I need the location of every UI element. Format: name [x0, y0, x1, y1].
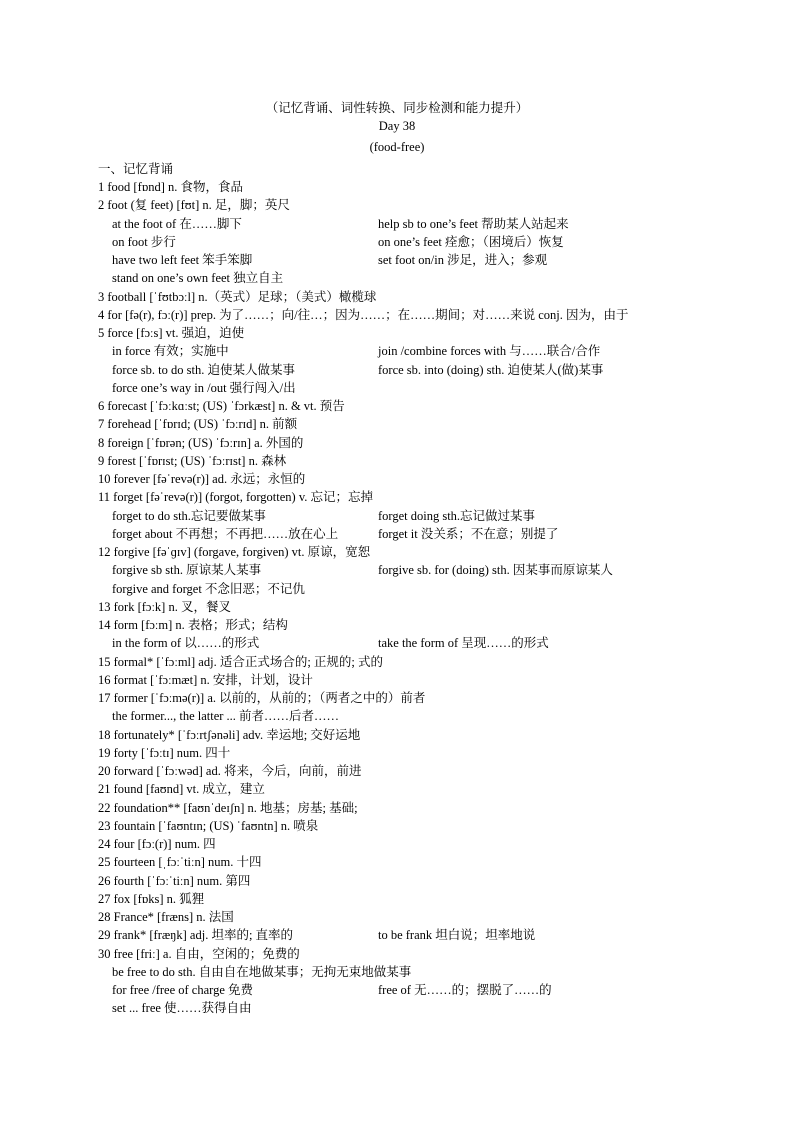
vocabulary-phrase-row [98, 269, 738, 287]
vocabulary-entry [98, 908, 738, 926]
section-title: 一、记忆背诵 [98, 162, 174, 176]
entry-text: 4 for [fə(r), fɔː(r)] prep. 为了……；向/往…；因为……；在……期间；对……来说 conj. 因为，由于 [98, 307, 629, 322]
entry-text: 12 forgive [fəˈɡɪv] (forgave, forgiven) vt. 原谅，宽恕 [98, 545, 371, 559]
vocabulary-phrase-row [98, 251, 738, 269]
vocabulary-entry [98, 926, 738, 944]
vocabulary-entry [98, 543, 738, 561]
vocabulary-entry [98, 653, 738, 671]
vocabulary-entry [98, 324, 738, 342]
entry-text: 23 fountain [ˈfaʊntɪn; (US) ˈfaʊntn] n. 喷泉 [98, 818, 319, 833]
vocabulary-entry [98, 452, 738, 470]
entry-text: in the form of 以……的形式 [112, 636, 260, 651]
entry-text: forget to do sth.忘记要做某事 [112, 508, 266, 523]
vocabulary-entry [98, 616, 738, 634]
entry-text: force one’s way in /out 强行闯入/出 [112, 380, 296, 395]
entry-text-right: free of 无……的；摆脱了……的 [378, 983, 552, 997]
entry-text: forget about 不再想；不再把……放在心上 [112, 526, 339, 541]
vocabulary-entry [98, 470, 738, 488]
vocabulary-phrase-row [98, 379, 738, 397]
entry-text: 15 formal* [ˈfɔːml] adj. 适合正式场合的; 正规的; 式的 [98, 654, 384, 669]
entry-text: 9 forest [ˈfɒrɪst; (US) ˈfɔːrɪst] n. 森林 [98, 453, 287, 468]
vocabulary-phrase-row [98, 963, 738, 981]
vocabulary-entry [98, 196, 738, 214]
day-title: Day 38 [378, 119, 416, 133]
vocabulary-phrase-row [98, 707, 738, 725]
entry-text: 25 fourteen [ˌfɔːˈtiːn] num. 十四 [98, 855, 262, 870]
entry-text: 7 forehead [ˈfɒrɪd; (US) ˈfɔːrɪd] n. 前额 [98, 417, 298, 432]
entry-text: 19 forty [ˈfɔːtɪ] num. 四十 [98, 745, 231, 760]
entry-text: 3 football [ˈfʊtbɔːl] n.（英式）足球；（美式）橄榄球 [98, 289, 377, 304]
vocabulary-entry [98, 744, 738, 762]
entry-text: be free to do sth. 自由自在地做某事；无拘无束地做某事 [112, 964, 412, 979]
entry-text-right: on one’s feet 痊愈；（困境后）恢复 [378, 234, 564, 249]
entry-text: at the foot of 在……脚下 [112, 216, 242, 231]
entry-text: 30 free [friː] a. 自由，空闲的；免费的 [98, 946, 300, 961]
entry-text: stand on one’s own feet 独立自主 [112, 271, 284, 286]
word-range: (food-free) [369, 140, 425, 154]
vocabulary-entry [98, 689, 738, 707]
vocabulary-entry [98, 415, 738, 433]
entry-text: set ... free 使……获得自由 [112, 1001, 252, 1016]
vocabulary-entry [98, 671, 738, 689]
entry-text-right: forget doing sth.忘记做过某事 [378, 508, 536, 523]
entry-text: 2 foot (复 feet) [fʊt] n. 足，脚；英尺 [98, 198, 290, 213]
vocabulary-phrase-row [98, 525, 738, 543]
entry-text: 11 forget [fəˈrevə(r)] (forgot, forgotten) v. 忘记；忘掉 [98, 490, 374, 505]
entry-text-right: forget it 没关系；不在意；别提了 [378, 526, 559, 541]
vocabulary-entry [98, 306, 738, 324]
entry-text: 28 France* [fræns] n. 法国 [98, 910, 234, 924]
entry-text-right: forgive sb. for (doing) sth. 因某事而原谅某人 [378, 563, 613, 578]
entry-text: 5 force [fɔːs] vt. 强迫，迫使 [98, 326, 245, 340]
entry-text-right: to be frank 坦白说；坦率地说 [378, 928, 536, 943]
vocabulary-phrase-row [98, 561, 738, 579]
document-subtitle: （记忆背诵、词性转换、同步检测和能力提升） [265, 101, 529, 115]
entry-text-right: set foot on/in 涉足，进入；参观 [378, 253, 548, 267]
vocabulary-phrase-row [98, 233, 738, 251]
entry-text: 18 fortunately* [ˈfɔːrtʃənəli] adv. 幸运地; 交好运地 [98, 727, 361, 742]
vocabulary-entry [98, 762, 738, 780]
vocabulary-entry [98, 434, 738, 452]
entry-text: force sb. to do sth. 迫使某人做某事 [112, 362, 295, 377]
vocabulary-entry [98, 835, 738, 853]
vocabulary-phrase-row [98, 215, 738, 233]
entry-text: 26 fourth [ˈfɔːˈtiːn] num. 第四 [98, 873, 251, 888]
vocabulary-phrase-row [98, 361, 738, 379]
vocabulary-entry [98, 780, 738, 798]
vocabulary-entry [98, 853, 738, 871]
entry-text: 29 frank* [fræŋk] adj. 坦率的; 直率的 [98, 928, 294, 943]
entry-text-right: help sb to one’s feet 帮助某人站起来 [378, 216, 569, 231]
vocabulary-entry [98, 488, 738, 506]
entry-text: 22 foundation** [faʊnˈdeɪʃn] n. 地基；房基; 基础; [98, 800, 358, 815]
entry-text: forgive and forget 不念旧恶；不记仇 [112, 581, 305, 596]
vocabulary-phrase-row [98, 342, 738, 360]
entry-text: the former..., the latter ... 前者……后者…… [112, 709, 340, 724]
entry-text-right: join /combine forces with 与……联合/合作 [378, 344, 601, 359]
vocabulary-phrase-row [98, 507, 738, 525]
entry-text: 16 format [ˈfɔːmæt] n. 安排，计划，设计 [98, 672, 313, 687]
entry-text: have two left feet 笨手笨脚 [112, 253, 253, 267]
entry-text: on foot 步行 [112, 234, 176, 249]
entry-text: forgive sb sth. 原谅某人某事 [112, 563, 262, 578]
entry-text: 13 fork [fɔːk] n. 叉，餐叉 [98, 599, 231, 614]
entry-text-right: take the form of 呈现……的形式 [378, 636, 549, 651]
vocabulary-phrase-row [98, 999, 738, 1017]
vocabulary-entry [98, 890, 738, 908]
vocabulary-phrase-row [98, 580, 738, 598]
entry-text: 21 found [faʊnd] vt. 成立，建立 [98, 782, 265, 797]
vocabulary-entry [98, 872, 738, 890]
vocabulary-phrase-row [98, 634, 738, 652]
vocabulary-phrase-row [98, 981, 738, 999]
vocabulary-entry [98, 288, 738, 306]
entry-text: 6 forecast [ˈfɔːkɑːst; (US) ˈfɔrkæst] n. & vt. 预告 [98, 399, 345, 413]
entry-text-right: force sb. into (doing) sth. 迫使某人(做)某事 [378, 362, 604, 377]
entry-text: 1 food [fɒnd] n. 食物，食品 [98, 180, 244, 194]
entry-text: 10 forever [fəˈrevə(r)] ad. 永远；永恒的 [98, 472, 306, 486]
vocabulary-entry [98, 397, 738, 415]
entry-text: 17 former [ˈfɔːmə(r)] a. 以前的，从前的；（两者之中的）前者 [98, 691, 426, 705]
vocabulary-entry [98, 178, 738, 196]
entry-text: 27 fox [fɒks] n. 狐狸 [98, 891, 205, 906]
entry-text: 14 form [fɔːm] n. 表格；形式；结构 [98, 618, 288, 632]
vocabulary-entry [98, 945, 738, 963]
vocabulary-entry [98, 598, 738, 616]
vocabulary-entry [98, 817, 738, 835]
vocabulary-entry [98, 799, 738, 817]
entry-text: 24 four [fɔː(r)] num. 四 [98, 837, 216, 851]
entry-text: 20 forward [ˈfɔːwəd] ad. 将来，今后，向前，前进 [98, 764, 362, 778]
entry-text: 8 foreign [ˈfɒrən; (US) ˈfɔːrɪn] a. 外国的 [98, 435, 304, 450]
vocabulary-entry [98, 726, 738, 744]
entry-text: for free /free of charge 免费 [112, 983, 254, 997]
entry-text: in force 有效；实施中 [112, 344, 229, 359]
